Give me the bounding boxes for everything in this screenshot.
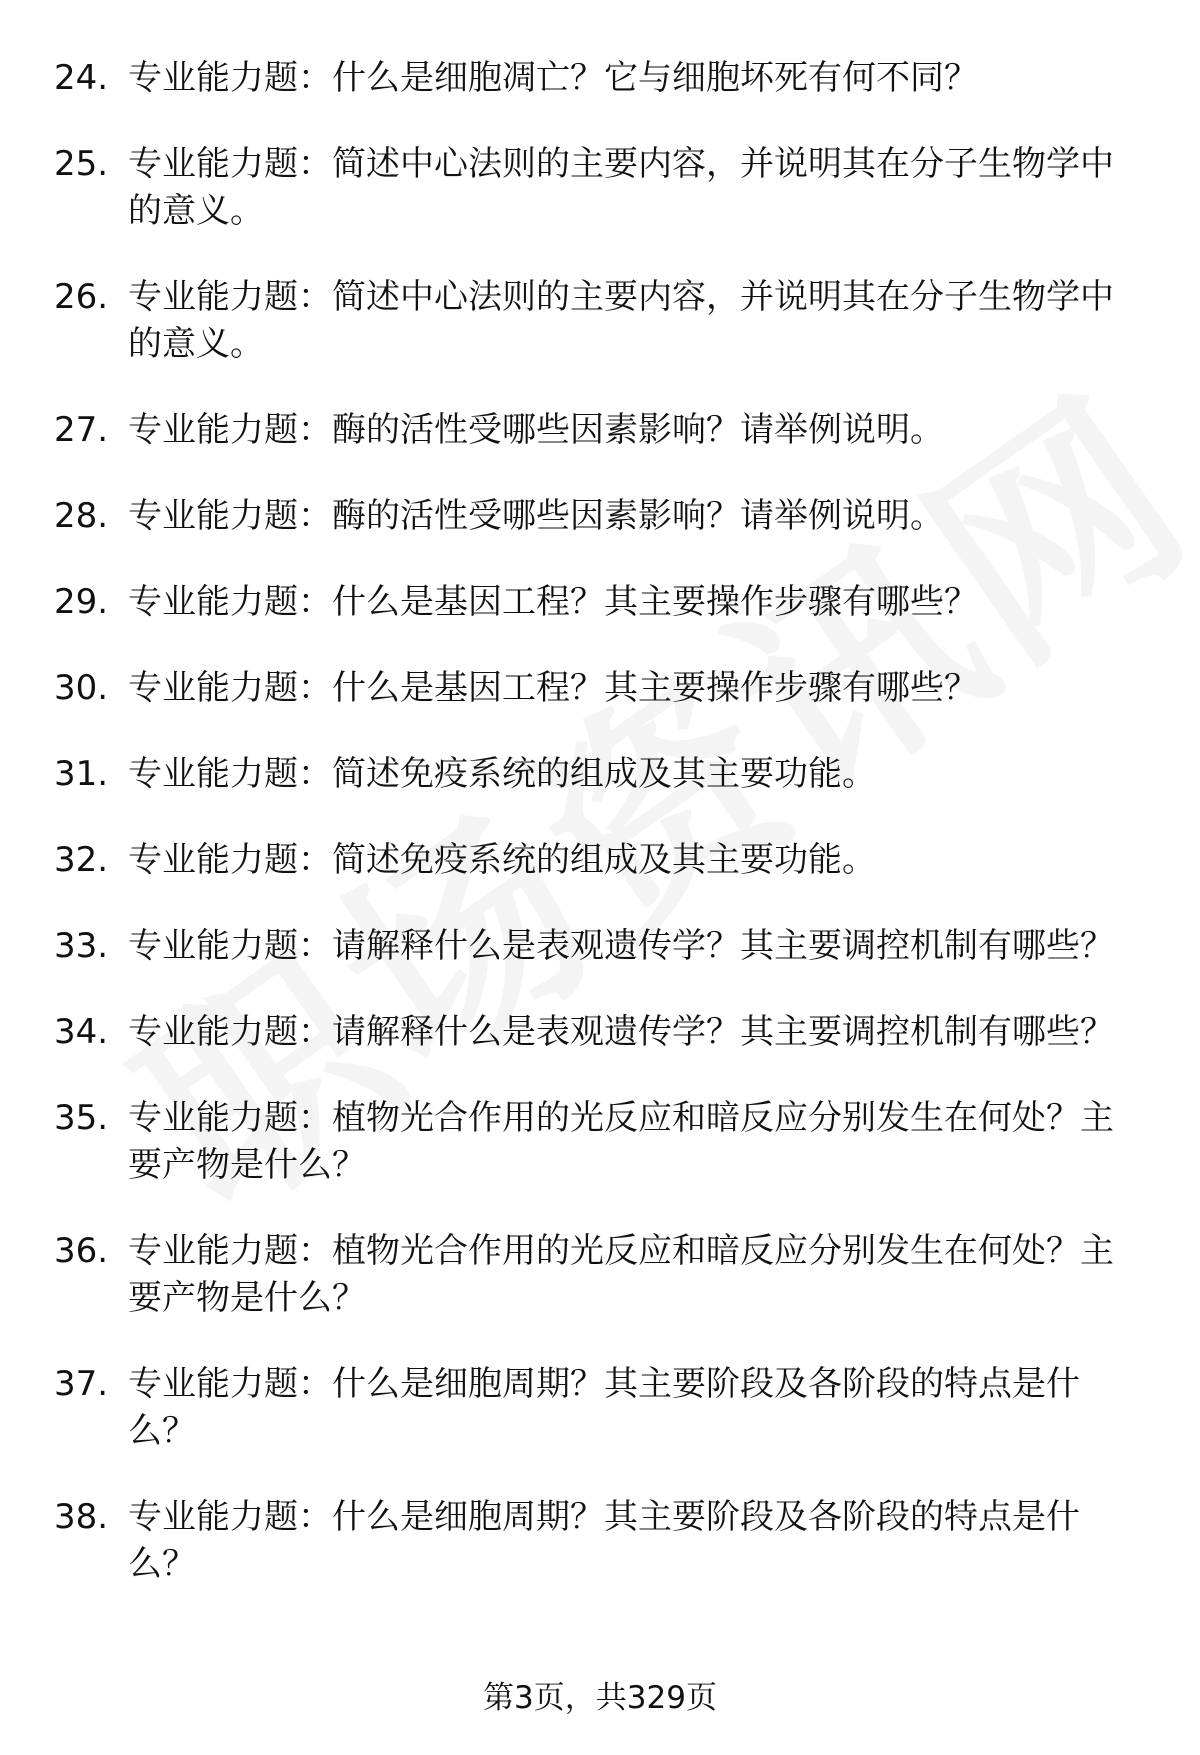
question-item bbox=[54, 1095, 1154, 1189]
question-item bbox=[54, 1009, 1154, 1056]
question-text: 专业能力题：简述中心法则的主要内容，并说明其在分子生物学中的意义。 bbox=[128, 144, 1114, 231]
question-item bbox=[54, 923, 1154, 970]
question-number: 25. bbox=[54, 144, 109, 184]
question-item bbox=[54, 579, 1154, 626]
question-item bbox=[54, 665, 1154, 712]
question-number: 28. bbox=[54, 496, 109, 536]
question-number: 32. bbox=[54, 840, 109, 880]
question-number: 27. bbox=[54, 410, 109, 450]
question-text: 专业能力题：酶的活性受哪些因素影响？请举例说明。 bbox=[128, 496, 944, 536]
question-item bbox=[54, 1494, 1154, 1588]
question-number: 35. bbox=[54, 1098, 109, 1138]
question-number: 34. bbox=[54, 1012, 109, 1052]
question-text: 专业能力题：简述免疫系统的组成及其主要功能。 bbox=[128, 754, 876, 794]
question-item bbox=[54, 55, 1154, 102]
question-text: 专业能力题：植物光合作用的光反应和暗反应分别发生在何处？主要产物是什么？ bbox=[128, 1231, 1114, 1318]
question-text: 专业能力题：请解释什么是表观遗传学？其主要调控机制有哪些？ bbox=[128, 926, 1114, 966]
question-item bbox=[54, 1228, 1154, 1322]
question-number: 37. bbox=[54, 1364, 109, 1404]
question-item bbox=[54, 141, 1154, 235]
question-text: 专业能力题：植物光合作用的光反应和暗反应分别发生在何处？主要产物是什么？ bbox=[128, 1098, 1114, 1185]
question-number: 31. bbox=[54, 754, 109, 794]
question-text: 专业能力题：什么是基因工程？其主要操作步骤有哪些？ bbox=[128, 668, 978, 708]
question-number: 30. bbox=[54, 668, 109, 708]
question-number: 26. bbox=[54, 277, 109, 317]
question-number: 24. bbox=[54, 58, 109, 98]
question-item bbox=[54, 1361, 1154, 1455]
question-text: 专业能力题：简述中心法则的主要内容，并说明其在分子生物学中的意义。 bbox=[128, 277, 1114, 364]
question-item bbox=[54, 837, 1154, 884]
question-text: 专业能力题：什么是基因工程？其主要操作步骤有哪些？ bbox=[128, 582, 978, 622]
question-text: 专业能力题：什么是细胞凋亡？它与细胞坏死有何不同？ bbox=[128, 58, 978, 98]
question-item bbox=[54, 407, 1154, 454]
page-number-footer: 第3页，共329页 bbox=[483, 1680, 717, 1716]
question-text: 专业能力题：酶的活性受哪些因素影响？请举例说明。 bbox=[128, 410, 944, 450]
question-item bbox=[54, 493, 1154, 540]
question-text: 专业能力题：什么是细胞周期？其主要阶段及各阶段的特点是什么？ bbox=[128, 1497, 1080, 1584]
question-number: 33. bbox=[54, 926, 109, 966]
question-number: 36. bbox=[54, 1231, 109, 1271]
question-number: 38. bbox=[54, 1497, 109, 1537]
question-number: 29. bbox=[54, 582, 109, 622]
question-item bbox=[54, 274, 1154, 368]
question-item bbox=[54, 751, 1154, 798]
question-text: 专业能力题：什么是细胞周期？其主要阶段及各阶段的特点是什么？ bbox=[128, 1364, 1080, 1451]
question-text: 专业能力题：请解释什么是表观遗传学？其主要调控机制有哪些？ bbox=[128, 1012, 1114, 1052]
question-text: 专业能力题：简述免疫系统的组成及其主要功能。 bbox=[128, 840, 876, 880]
question-list bbox=[54, 55, 1154, 1627]
